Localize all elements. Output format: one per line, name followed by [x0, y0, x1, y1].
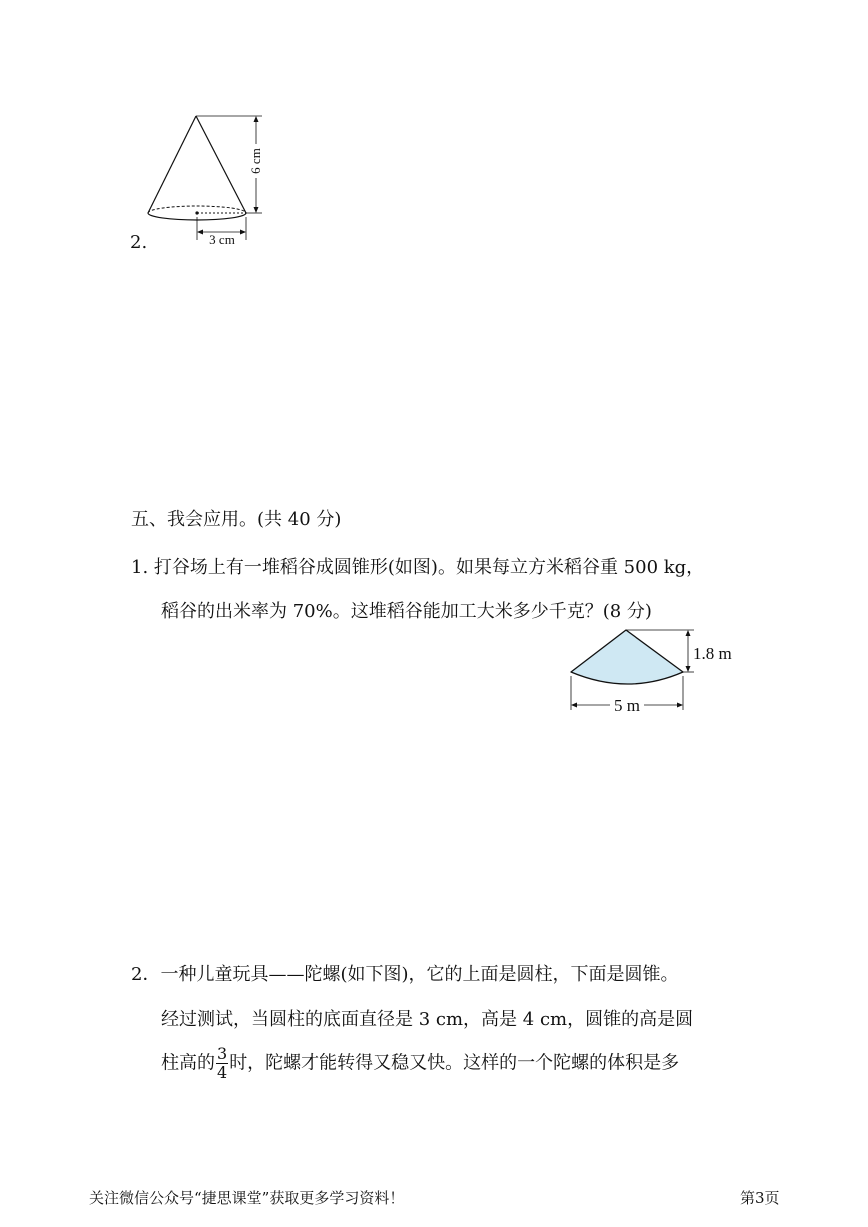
q1-line2: 稻谷的出米率为 70%。这堆稻谷能加工大米多少千克？(8 分) — [161, 601, 652, 622]
q2-line3 — [161, 1046, 679, 1081]
cone-radius-label: 3 cm — [209, 232, 235, 247]
pile-width-label: 5 m — [614, 696, 640, 715]
q2-line2: 经过测试，当圆柱的底面直径是 3 cm，高是 4 cm，圆锥的高是圆 — [161, 1009, 694, 1030]
fraction — [216, 1046, 228, 1081]
problem-number: 2. — [130, 232, 148, 253]
q2-line1: 2．一种儿童玩具——陀螺(如下图)，它的上面是圆柱，下面是圆锥。 — [131, 964, 679, 985]
fraction-denominator: 4 — [217, 1063, 228, 1082]
section-heading: 五、我会应用。(共 40 分) — [131, 509, 342, 530]
cone-height-label: 6 cm — [248, 148, 263, 174]
q2-line3-before: 柱高的 — [161, 1052, 215, 1074]
fraction-numerator: 3 — [217, 1044, 228, 1063]
q1-line1: 1. 打谷场上有一堆稻谷成圆锥形(如图)。如果每立方米稻谷重 500 kg， — [131, 557, 705, 578]
q2-line3-after: 时，陀螺才能转得又稳又快。这样的一个陀螺的体积是多 — [229, 1052, 680, 1074]
page-number: 第3页 — [740, 1189, 780, 1207]
cone-figure — [140, 108, 280, 253]
footer-note: 关注微信公众号“捷思课堂”获取更多学习资料！ — [89, 1189, 405, 1207]
pile-height-label: 1.8 m — [693, 644, 732, 663]
grain-pile-figure — [562, 622, 742, 717]
